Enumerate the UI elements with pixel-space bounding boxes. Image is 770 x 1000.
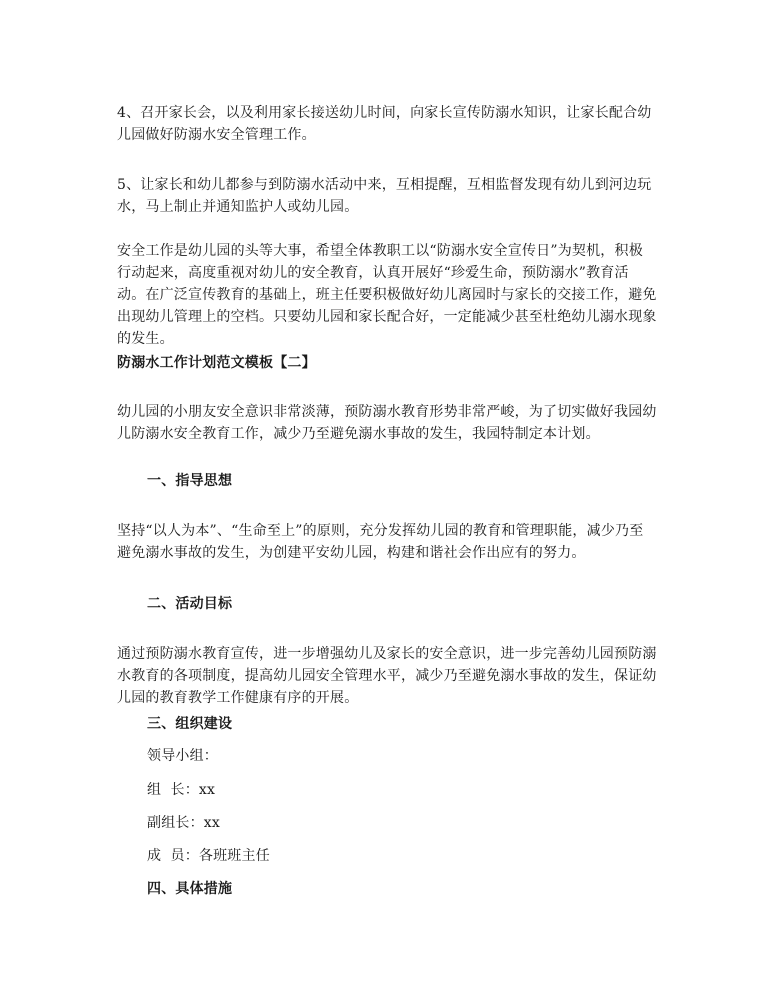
heading-activity-goals: 二、活动目标 — [147, 596, 233, 612]
heading-guiding-principle: 一、指导思想 — [147, 473, 233, 489]
org-leader: 组 长：xx — [147, 782, 216, 798]
section-title-template-2: 防溺水工作计划范文模板【二】 — [117, 355, 316, 371]
org-members: 成 员：各班班主任 — [147, 848, 270, 864]
org-group-title: 领导小组： — [147, 748, 218, 764]
paragraph-summary: 安全工作是幼儿园的头等大事，希望全体教职工以“防溺水安全宣传日”为契机，积极行动起来，高度重视对幼儿的安全教育，认真开展好“珍爱生命，预防溺水”教育活动。在广泛宣传教育的基础上，班主任要积极做好幼儿离园时与家长的交接工作，避免出现幼儿管理上的空档。只要幼儿园和家长配合好，一定能减少甚至杜绝幼儿溺水现象的发生。 — [117, 243, 657, 347]
paragraph-item-5: 5、让家长和幼儿都参与到防溺水活动中来，互相提醒，互相监督发现有幼儿到河边玩水，马上制止并通知监护人或幼儿园。 — [117, 177, 652, 215]
paragraph-item-4: 4、召开家长会，以及利用家长接送幼儿时间，向家长宣传防溺水知识，让家长配合幼儿园做好防溺水安全管理工作。 — [117, 105, 652, 143]
paragraph-activity-goals: 通过预防溺水教育宣传，进一步增强幼儿及家长的安全意识，进一步完善幼儿园预防溺水教育的各项制度，提高幼儿园安全管理水平，减少乃至避免溺水事故的发生，保证幼儿园的教育教学工作健康有序的开展。 — [117, 646, 657, 706]
heading-specific-measures: 四、具体措施 — [147, 881, 233, 897]
paragraph-intro: 幼儿园的小朋友安全意识非常淡薄，预防溺水教育形势非常严峻，为了切实做好我园幼儿防溺水安全教育工作，减少乃至避免溺水事故的发生，我园特制定本计划。 — [117, 404, 657, 442]
org-deputy-leader: 副组长：xx — [147, 815, 220, 831]
paragraph-guiding-principle: 坚持“以人为本”、“生命至上”的原则，充分发挥幼儿园的教育和管理职能，减少乃至避免溺水事故的发生，为创建平安幼儿园，构建和谐社会作出应有的努力。 — [117, 523, 644, 561]
heading-organization: 三、组织建设 — [147, 716, 233, 732]
